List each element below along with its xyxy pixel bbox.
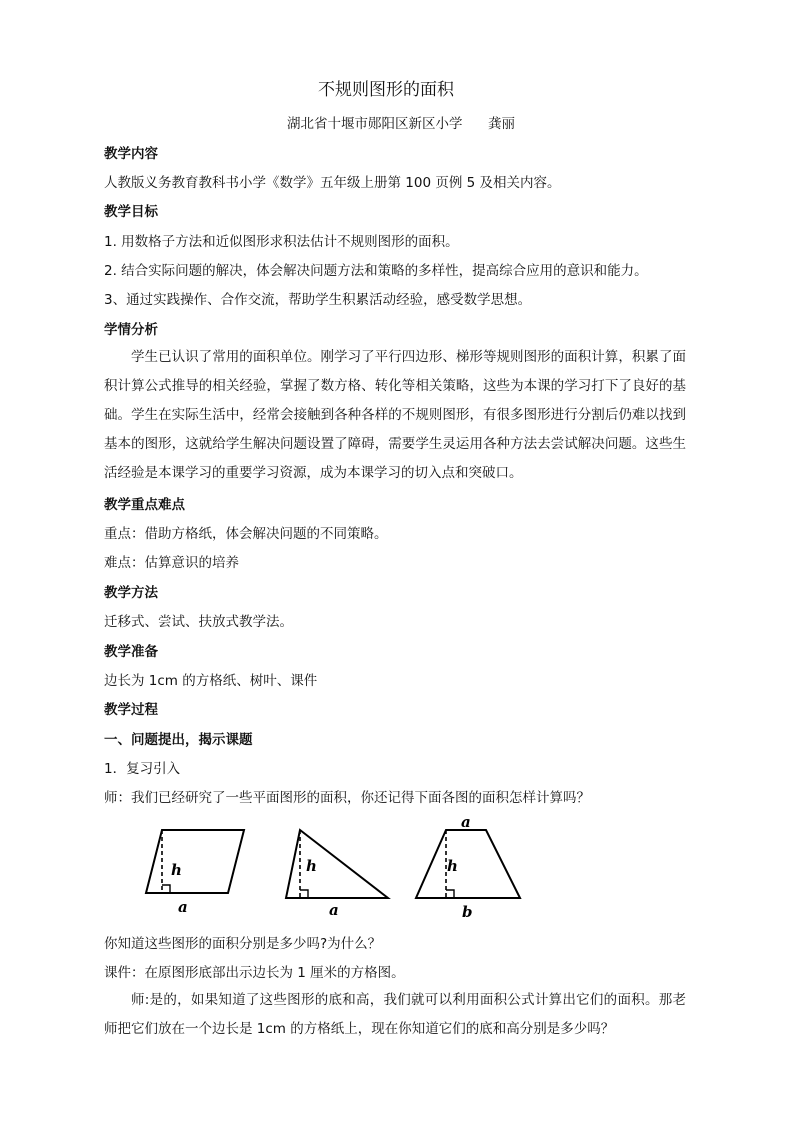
- key-difficulty: 难点：估算意识的培养: [104, 555, 239, 571]
- process-part1: 一、问题提出，揭示课题: [104, 732, 253, 748]
- trapezoid-figure: [410, 810, 550, 920]
- courseware-note: 课件：在原图形底部出示边长为 1 厘米的方格图。: [104, 965, 405, 981]
- author-name: 龚丽: [488, 116, 515, 132]
- key-focus: 重点：借助方格纸，体会解决问题的不同策略。: [104, 526, 388, 542]
- triangle-base-label: a: [329, 901, 339, 918]
- process-step1: 1．复习引入: [104, 761, 181, 777]
- heading-key-points: 教学重点难点: [104, 497, 185, 513]
- content-text: 人教版义务教育教科书小学《数学》五年级上册第 100 页例 5 及相关内容。: [104, 175, 561, 191]
- goal-item: 3、通过实践操作、合作交流，帮助学生积累活动经验，感受数学思想。: [104, 292, 532, 308]
- goal-item: 2. 结合实际问题的解决，体会解决问题方法和策略的多样性，提高综合应用的意识和能力。: [104, 263, 648, 279]
- parallelogram-height-label: h: [171, 861, 182, 879]
- trapezoid-bottom-label: b: [462, 903, 473, 920]
- trapezoid-height-label: h: [447, 857, 458, 875]
- teacher-question-2: 你知道这些图形的面积分别是多少吗?为什么？: [104, 936, 382, 952]
- heading-analysis: 学情分析: [104, 322, 158, 338]
- heading-process: 教学过程: [104, 702, 158, 718]
- analysis-paragraph: 学生已认识了常用的面积单位。刚学习了平行四边形、梯形等规则图形的面积计算，积累了面积计算公式推导的相关经验，掌握了数方格、转化等相关策略，这些为本课的学习打下了良好的基础。学生在实际生活中，经常会接触到各种各样的不规则图形，有很多图形进行分割后仍难以找到基本的图形，这就给学生解决问题设置了障碍，需要学生灵运用各种方法去尝试解决问题。这些生活经验是本课学习的重要学习资源，成为本课学习的切入点和突破口。: [104, 349, 686, 481]
- triangle-figure: [280, 818, 410, 918]
- heading-methods: 教学方法: [104, 585, 158, 601]
- author-school: 湖北省十堰市郧阳区新区小学: [287, 116, 463, 132]
- trapezoid-top-label: a: [461, 813, 471, 831]
- parallelogram-figure: [140, 818, 280, 918]
- goal-item: 1. 用数格子方法和近似图形求积法估计不规则图形的面积。: [104, 234, 459, 250]
- heading-preparation: 教学准备: [104, 644, 158, 660]
- page-title: 不规则图形的面积: [318, 80, 454, 100]
- teacher-question-3: 师:是的，如果知道了这些图形的底和高，我们就可以利用面积公式计算出它们的面积。那老师把它们放在一个边长是 1cm 的方格纸上，现在你知道它们的底和高分别是多少吗？: [104, 992, 686, 1037]
- methods-text: 迁移式、尝试、扶放式教学法。: [104, 614, 293, 630]
- teacher-question-1: 师：我们已经研究了一些平面图形的面积，你还记得下面各图的面积怎样计算吗？: [104, 790, 590, 806]
- parallelogram-base-label: a: [178, 898, 188, 916]
- heading-content: 教学内容: [104, 146, 158, 162]
- preparation-text: 边长为 1cm 的方格纸、树叶、课件: [104, 673, 318, 689]
- heading-goals: 教学目标: [104, 204, 158, 220]
- triangle-height-label: h: [306, 857, 317, 875]
